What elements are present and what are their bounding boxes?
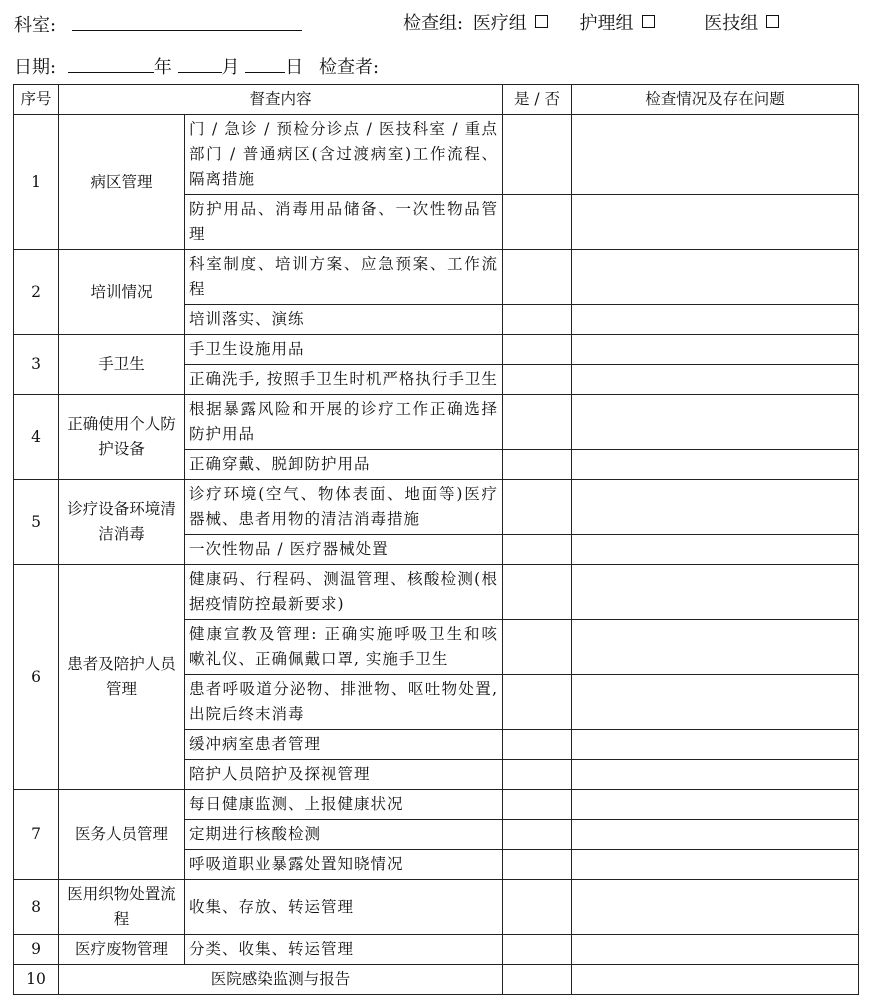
- issues-cell[interactable]: [572, 115, 859, 195]
- check-item: 培训落实、演练: [185, 305, 503, 335]
- issues-cell[interactable]: [572, 620, 859, 675]
- dept-input-line[interactable]: [72, 12, 302, 31]
- yesno-cell[interactable]: [503, 675, 572, 730]
- row-category: 医疗废物管理: [59, 935, 185, 965]
- dept-label: 科室:: [14, 15, 57, 36]
- issues-cell[interactable]: [572, 250, 859, 305]
- group-medical-checkbox[interactable]: [535, 15, 548, 28]
- table-row: [14, 790, 859, 820]
- group-label: 检查组:: [403, 13, 464, 34]
- issues-cell[interactable]: [572, 335, 859, 365]
- group-tech-checkbox[interactable]: [766, 15, 779, 28]
- yesno-cell[interactable]: [503, 365, 572, 395]
- yesno-cell[interactable]: [503, 305, 572, 335]
- yesno-cell[interactable]: [503, 335, 572, 365]
- row-number: 10: [14, 965, 59, 995]
- check-item: 正确穿戴、脱卸防护用品: [185, 450, 503, 480]
- issues-cell[interactable]: [572, 450, 859, 480]
- issues-cell[interactable]: [572, 365, 859, 395]
- row-number: 4: [14, 395, 59, 480]
- inspection-table: [13, 84, 859, 995]
- check-item: 医院感染监测与报告: [59, 965, 503, 995]
- month-label: 月: [221, 57, 240, 78]
- yesno-cell[interactable]: [503, 450, 572, 480]
- table-row: [14, 880, 859, 935]
- yesno-cell[interactable]: [503, 820, 572, 850]
- issues-cell[interactable]: [572, 305, 859, 335]
- yesno-cell[interactable]: [503, 620, 572, 675]
- issues-cell[interactable]: [572, 880, 859, 935]
- check-item: 分类、收集、转运管理: [185, 935, 503, 965]
- check-item: 防护用品、消毒用品储备、一次性物品管理: [185, 195, 503, 250]
- group-medical-label: 医疗组: [472, 13, 527, 34]
- group-nursing-checkbox[interactable]: [642, 15, 655, 28]
- row-category: 医用织物处置流程: [59, 880, 185, 935]
- day-label: 日: [285, 57, 304, 78]
- issues-cell[interactable]: [572, 850, 859, 880]
- yesno-cell[interactable]: [503, 250, 572, 305]
- check-item: 诊疗环境(空气、物体表面、地面等)医疗器械、患者用物的清洁消毒措施: [185, 480, 503, 535]
- check-item: 定期进行核酸检测: [185, 820, 503, 850]
- check-item: 收集、存放、转运管理: [185, 880, 503, 935]
- check-item: 健康码、行程码、测温管理、核酸检测(根据疫情防控最新要求): [185, 565, 503, 620]
- row-category: 医务人员管理: [59, 790, 185, 880]
- check-item: 缓冲病室患者管理: [185, 730, 503, 760]
- issues-cell[interactable]: [572, 760, 859, 790]
- row-category: 病区管理: [59, 115, 185, 250]
- inspector-label: 检查者:: [319, 57, 380, 78]
- table-row: [14, 965, 859, 995]
- yesno-cell[interactable]: [503, 850, 572, 880]
- col-header-yesno: 是 / 否: [503, 85, 572, 115]
- row-number: 1: [14, 115, 59, 250]
- table-row: [14, 935, 859, 965]
- row-category: 诊疗设备环境清洁消毒: [59, 480, 185, 565]
- issues-cell[interactable]: [572, 675, 859, 730]
- yesno-cell[interactable]: [503, 790, 572, 820]
- row-number: 7: [14, 790, 59, 880]
- check-item: 根据暴露风险和开展的诊疗工作正确选择防护用品: [185, 395, 503, 450]
- yesno-cell[interactable]: [503, 760, 572, 790]
- table-row: [14, 115, 859, 195]
- month-input-line[interactable]: [178, 54, 222, 73]
- issues-cell[interactable]: [572, 535, 859, 565]
- yesno-cell[interactable]: [503, 880, 572, 935]
- date-field: [14, 54, 379, 80]
- issues-cell[interactable]: [572, 790, 859, 820]
- row-category: 正确使用个人防护设备: [59, 395, 185, 480]
- table-row: [14, 395, 859, 450]
- year-input-line[interactable]: [68, 54, 154, 73]
- issues-cell[interactable]: [572, 820, 859, 850]
- col-header-no: 序号: [14, 85, 59, 115]
- yesno-cell[interactable]: [503, 535, 572, 565]
- issues-cell[interactable]: [572, 730, 859, 760]
- col-header-issues: 检查情况及存在问题: [572, 85, 859, 115]
- day-input-line[interactable]: [245, 54, 285, 73]
- check-item: 正确洗手, 按照手卫生时机严格执行手卫生: [185, 365, 503, 395]
- row-category: 患者及陪护人员管理: [59, 565, 185, 790]
- year-label: 年: [153, 57, 172, 78]
- yesno-cell[interactable]: [503, 730, 572, 760]
- col-header-content: 督查内容: [59, 85, 503, 115]
- group-nursing-label: 护理组: [579, 13, 634, 34]
- yesno-cell[interactable]: [503, 565, 572, 620]
- check-item: 呼吸道职业暴露处置知晓情况: [185, 850, 503, 880]
- group-selector: [403, 12, 779, 36]
- issues-cell[interactable]: [572, 965, 859, 995]
- row-number: 9: [14, 935, 59, 965]
- table-header-row: [14, 85, 859, 115]
- row-number: 5: [14, 480, 59, 565]
- yesno-cell[interactable]: [503, 195, 572, 250]
- check-item: 健康宣教及管理: 正确实施呼吸卫生和咳嗽礼仪、正确佩戴口罩, 实施手卫生: [185, 620, 503, 675]
- issues-cell[interactable]: [572, 195, 859, 250]
- yesno-cell[interactable]: [503, 115, 572, 195]
- issues-cell[interactable]: [572, 480, 859, 535]
- table-row: [14, 565, 859, 620]
- check-item: 门 / 急诊 / 预检分诊点 / 医技科室 / 重点部门 / 普通病区(含过渡病室)工作流程、隔离措施: [185, 115, 503, 195]
- row-number: 8: [14, 880, 59, 935]
- group-tech-label: 医技组: [704, 13, 759, 34]
- yesno-cell[interactable]: [503, 395, 572, 450]
- check-item: 每日健康监测、上报健康状况: [185, 790, 503, 820]
- check-item: 科室制度、培训方案、应急预案、工作流程: [185, 250, 503, 305]
- check-item: 手卫生设施用品: [185, 335, 503, 365]
- check-item: 一次性物品 / 医疗器械处置: [185, 535, 503, 565]
- check-item: 陪护人员陪护及探视管理: [185, 760, 503, 790]
- check-item: 患者呼吸道分泌物、排泄物、呕吐物处置, 出院后终末消毒: [185, 675, 503, 730]
- table-row: [14, 250, 859, 305]
- table-row: [14, 335, 859, 365]
- issues-cell[interactable]: [572, 935, 859, 965]
- yesno-cell[interactable]: [503, 965, 572, 995]
- row-category: 培训情况: [59, 250, 185, 335]
- issues-cell[interactable]: [572, 565, 859, 620]
- table-row: [14, 480, 859, 535]
- row-number: 6: [14, 565, 59, 790]
- row-number: 2: [14, 250, 59, 335]
- row-number: 3: [14, 335, 59, 395]
- issues-cell[interactable]: [572, 395, 859, 450]
- yesno-cell[interactable]: [503, 935, 572, 965]
- yesno-cell[interactable]: [503, 480, 572, 535]
- row-category: 手卫生: [59, 335, 185, 395]
- dept-field: [14, 12, 302, 38]
- date-label: 日期:: [14, 57, 57, 78]
